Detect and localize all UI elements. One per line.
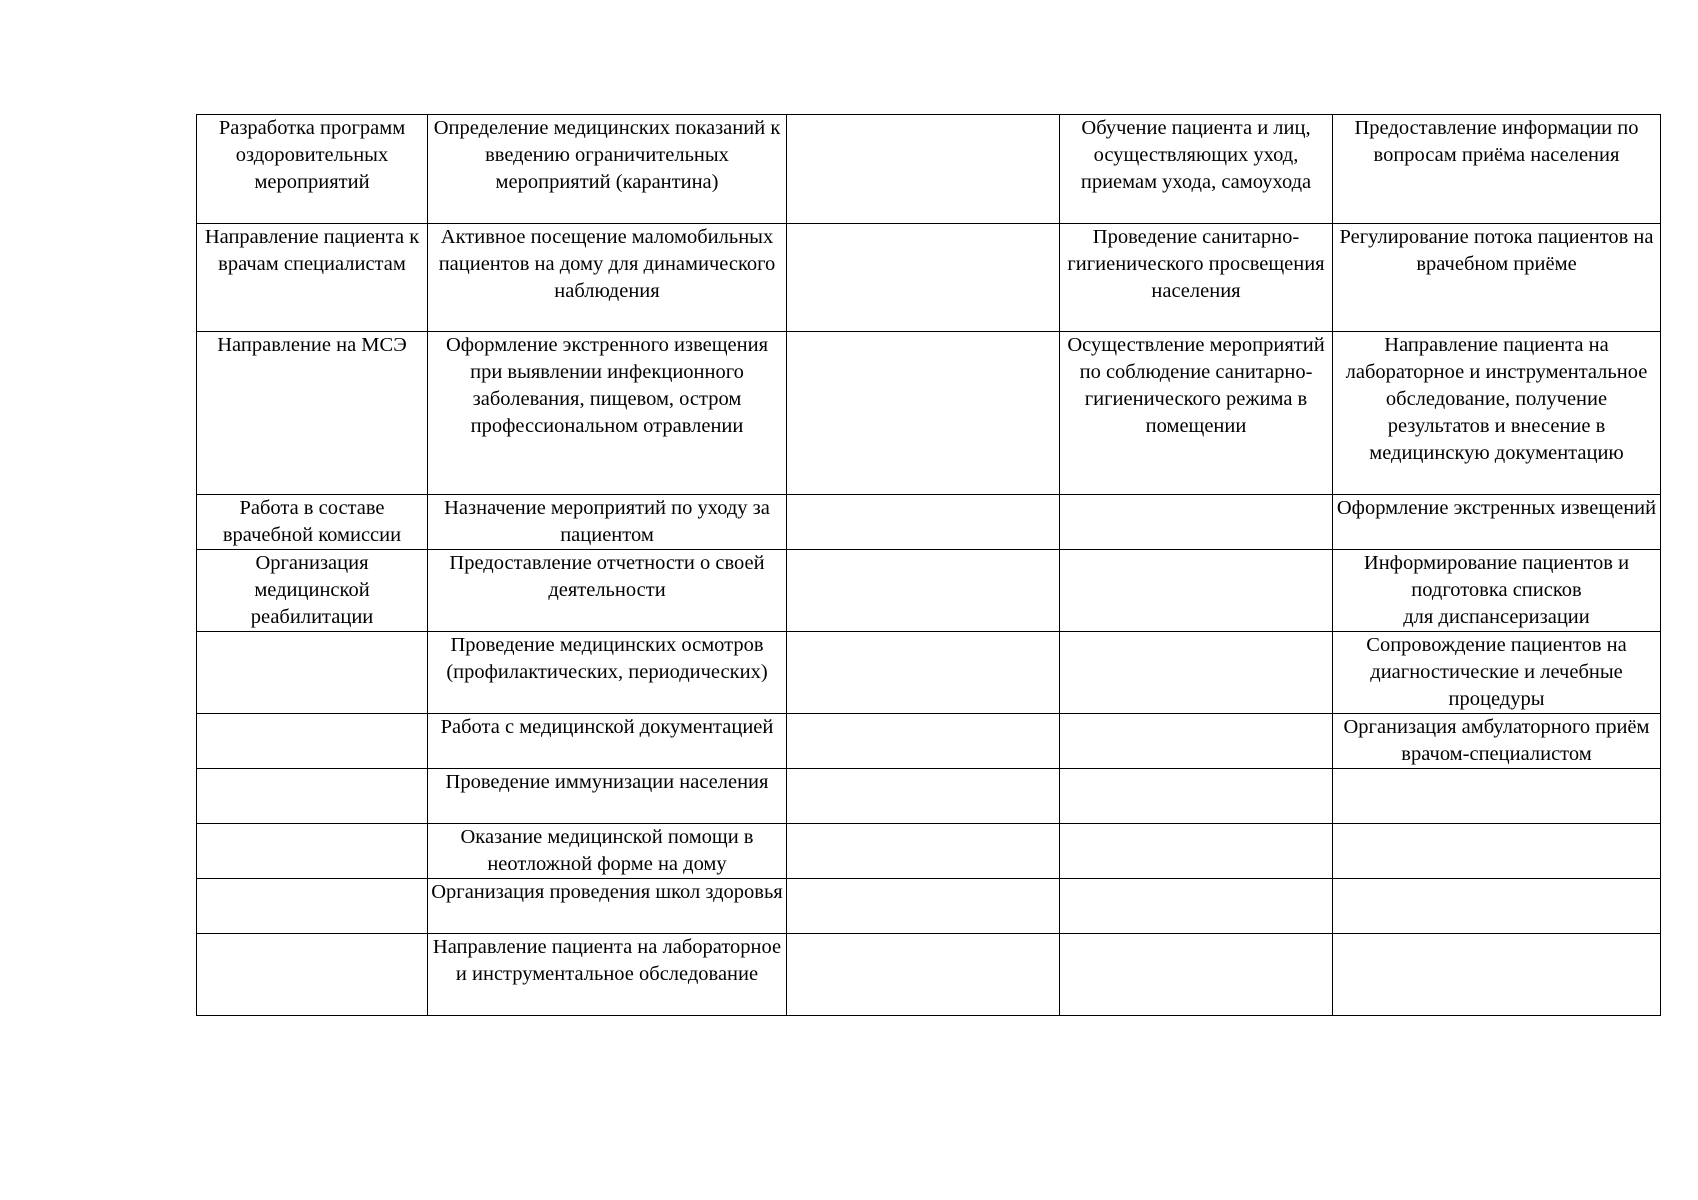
- table-cell: [787, 550, 1060, 632]
- table-cell: Сопровождение пациентов на диагностические и лечебные процедуры: [1333, 632, 1661, 714]
- table-cell: [1060, 632, 1333, 714]
- table-cell: [787, 824, 1060, 879]
- table-cell: [1060, 550, 1333, 632]
- table-cell: Разработка программ оздоровительных мероприятий: [197, 115, 428, 224]
- table-cell: Предоставление информации по вопросам приёма населения: [1333, 115, 1661, 224]
- table-cell: Информирование пациентов и подготовка списков для диспансеризации: [1333, 550, 1661, 632]
- table-cell: Обучение пациента и лиц, осуществляющих уход, приемам ухода, самоухода: [1060, 115, 1333, 224]
- table-cell: Организация проведения школ здоровья: [428, 879, 787, 934]
- table-cell: [787, 332, 1060, 495]
- table-row: [197, 632, 1661, 714]
- table-cell: [1060, 714, 1333, 769]
- table-cell: [197, 824, 428, 879]
- table-row: [197, 769, 1661, 824]
- table-row: [197, 115, 1661, 224]
- table-cell: Проведение медицинских осмотров (профилактических, периодических): [428, 632, 787, 714]
- table-cell: Направление пациента к врачам специалистам: [197, 224, 428, 332]
- table-cell: [787, 879, 1060, 934]
- functions-table: [196, 114, 1661, 1016]
- table-cell: [1060, 934, 1333, 1016]
- table-cell: Направление на МСЭ: [197, 332, 428, 495]
- table-row: [197, 934, 1661, 1016]
- table-cell: [1060, 879, 1333, 934]
- table-row: [197, 332, 1661, 495]
- table-cell: Направление пациента на лабораторное и инструментальное обследование: [428, 934, 787, 1016]
- table-cell: Направление пациента на лабораторное и инструментальное обследование, получение результатов и внесение в медицинскую документацию: [1333, 332, 1661, 495]
- table-row: [197, 550, 1661, 632]
- table-cell: Проведение иммунизации населения: [428, 769, 787, 824]
- table-cell: [1060, 495, 1333, 550]
- table-cell: Проведение санитарно-гигиенического просвещения населения: [1060, 224, 1333, 332]
- table-row: [197, 714, 1661, 769]
- table-row: [197, 495, 1661, 550]
- table-cell: Назначение мероприятий по уходу за пациентом: [428, 495, 787, 550]
- table-cell: Осуществление мероприятий по соблюдение санитарно-гигиенического режима в помещении: [1060, 332, 1333, 495]
- table-cell: [1060, 769, 1333, 824]
- table-cell: [787, 495, 1060, 550]
- table-cell: Работа с медицинской документацией: [428, 714, 787, 769]
- table-cell: [1333, 934, 1661, 1016]
- table-row: [197, 224, 1661, 332]
- table-cell: [787, 224, 1060, 332]
- table-cell: [197, 879, 428, 934]
- table-cell: [787, 934, 1060, 1016]
- table-cell: Организация медицинской реабилитации: [197, 550, 428, 632]
- table-cell: Определение медицинских показаний к введению ограничительных мероприятий (карантина): [428, 115, 787, 224]
- table-cell: [787, 769, 1060, 824]
- table-cell: Активное посещение маломобильных пациентов на дому для динамического наблюдения: [428, 224, 787, 332]
- table-cell: Организация амбулаторного приём врачом-специалистом: [1333, 714, 1661, 769]
- table-cell: Регулирование потока пациентов на врачебном приёме: [1333, 224, 1661, 332]
- table-cell: [1060, 824, 1333, 879]
- table-cell: [197, 714, 428, 769]
- table-cell: [197, 632, 428, 714]
- table-cell: [787, 632, 1060, 714]
- table-cell: [1333, 879, 1661, 934]
- table-cell: [197, 769, 428, 824]
- table-row: [197, 879, 1661, 934]
- table-cell: Оформление экстренных извещений: [1333, 495, 1661, 550]
- table-cell: [1333, 769, 1661, 824]
- table-cell: Предоставление отчетности о своей деятельности: [428, 550, 787, 632]
- table-cell: [197, 934, 428, 1016]
- table-cell: Оформление экстренного извещения при выявлении инфекционного заболевания, пищевом, остром профессиональном отравлении: [428, 332, 787, 495]
- table-cell: Оказание медицинской помощи в неотложной форме на дому: [428, 824, 787, 879]
- table-cell: [1333, 824, 1661, 879]
- table-cell: [787, 714, 1060, 769]
- table-cell: Работа в составе врачебной комиссии: [197, 495, 428, 550]
- table-row: [197, 824, 1661, 879]
- table-cell: [787, 115, 1060, 224]
